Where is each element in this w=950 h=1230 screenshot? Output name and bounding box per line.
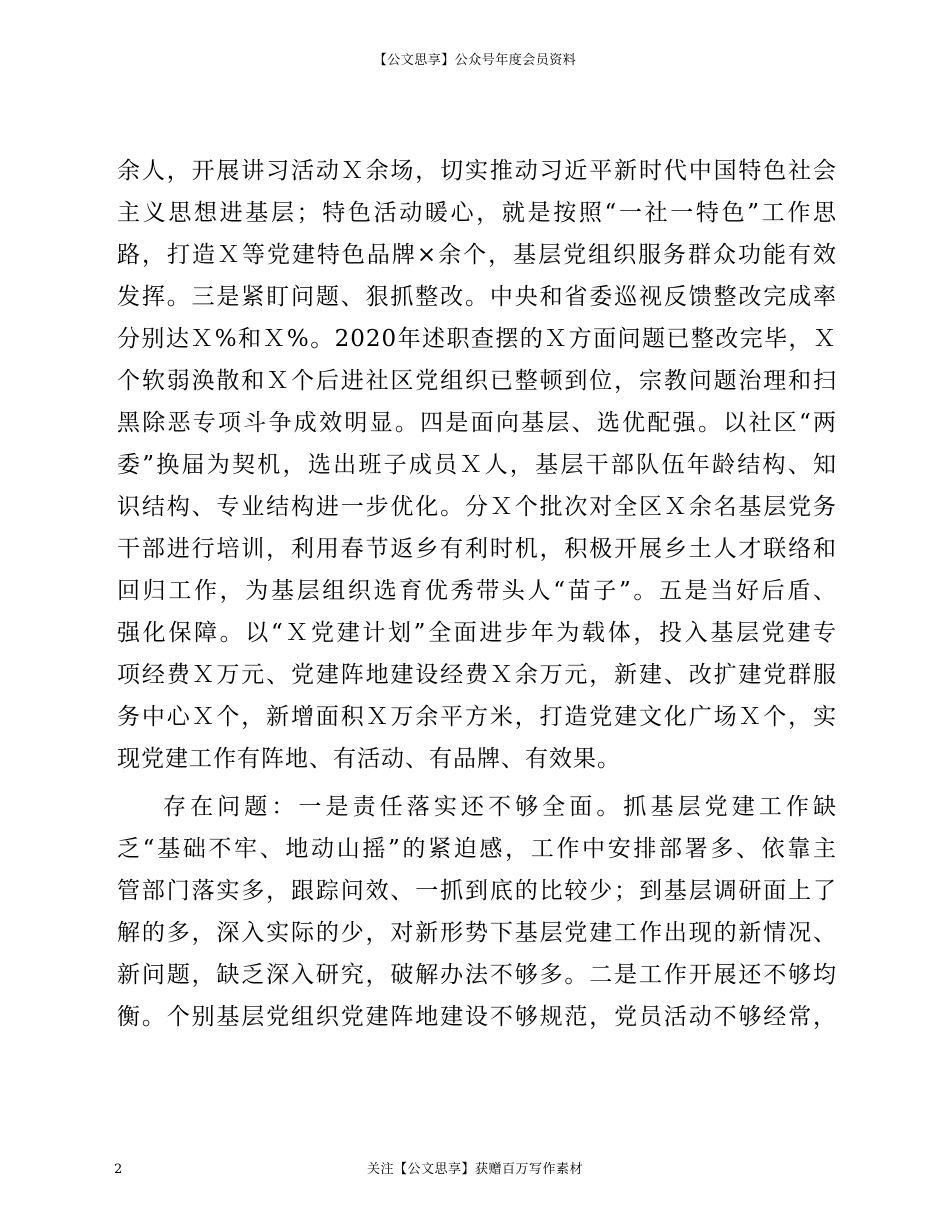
text-line: 强化保障。以“Ｘ党建计划”全面进步年为载体，投入基层党建专 — [117, 620, 837, 646]
page-number: 2 — [114, 1162, 123, 1177]
text-line: 管部门落实多，跟踪问效、一抓到底的比较少；到基层调研面上了 — [117, 878, 837, 904]
text-line: 务中心Ｘ个，新增面积Ｘ万余平方米，打造党建文化广场Ｘ个，实 — [117, 704, 837, 730]
text-line: 主义思想进基层；特色活动暖心，就是按照“一社一特色”工作思 — [117, 200, 837, 226]
text-line: 回归工作，为基层组织选育优秀带头人“苗子”。五是当好后盾、 — [117, 578, 837, 604]
text-line: 衡。个别基层党组织党建阵地建设不够规范，党员活动不够经常， — [117, 1004, 837, 1030]
text-line: 路，打造Ｘ等党建特色品牌×余个，基层党组织服务群众功能有效 — [117, 242, 837, 268]
text-line: 个软弱涣散和Ｘ个后进社区党组织已整顿到位，宗教问题治理和扫 — [117, 368, 837, 394]
document-body — [117, 150, 837, 1038]
text-line: 委”换届为契机，选出班子成员Ｘ人，基层干部队伍年龄结构、知 — [117, 452, 837, 478]
text-line: 新问题，缺乏深入研究，破解办法不够多。二是工作开展还不够均 — [117, 962, 837, 988]
paragraph — [117, 786, 837, 1038]
text-line: 干部进行培训，利用春节返乡有利时机，积极开展乡土人才联络和 — [117, 536, 837, 562]
text-line: 黑除恶专项斗争成效明显。四是面向基层、选优配强。以社区“两 — [117, 410, 837, 436]
text-line: 识结构、专业结构进一步优化。分Ｘ个批次对全区Ｘ余名基层党务 — [117, 494, 837, 520]
text-line: 余人，开展讲习活动Ｘ余场，切实推动习近平新时代中国特色社会 — [117, 158, 837, 184]
text-line: 发挥。三是紧盯问题、狠抓整改。中央和省委巡视反馈整改完成率 — [117, 284, 837, 310]
text-line: 项经费Ｘ万元、党建阵地建设经费Ｘ余万元，新建、改扩建党群服 — [117, 662, 837, 688]
text-line: 解的多，深入实际的少，对新形势下基层党建工作出现的新情况、 — [117, 920, 837, 946]
text-line: 乏“基础不牢、地动山摇”的紧迫感，工作中安排部署多、依靠主 — [117, 836, 837, 862]
text-line: 分别达Ｘ%和Ｘ%。2020年述职查摆的Ｘ方面问题已整改完毕，Ｘ — [117, 326, 837, 352]
page-footer — [0, 1160, 950, 1180]
text-line: 存在问题：一是责任落实还不够全面。抓基层党建工作缺 — [163, 794, 837, 820]
paragraph — [117, 150, 837, 780]
page-header: 【公文思享】公众号年度会员资料 — [373, 53, 577, 68]
text-line: 现党建工作有阵地、有活动、有品牌、有效果。 — [117, 746, 621, 772]
footer-text: 关注【公文思享】获赠百万写作素材 — [366, 1162, 583, 1177]
